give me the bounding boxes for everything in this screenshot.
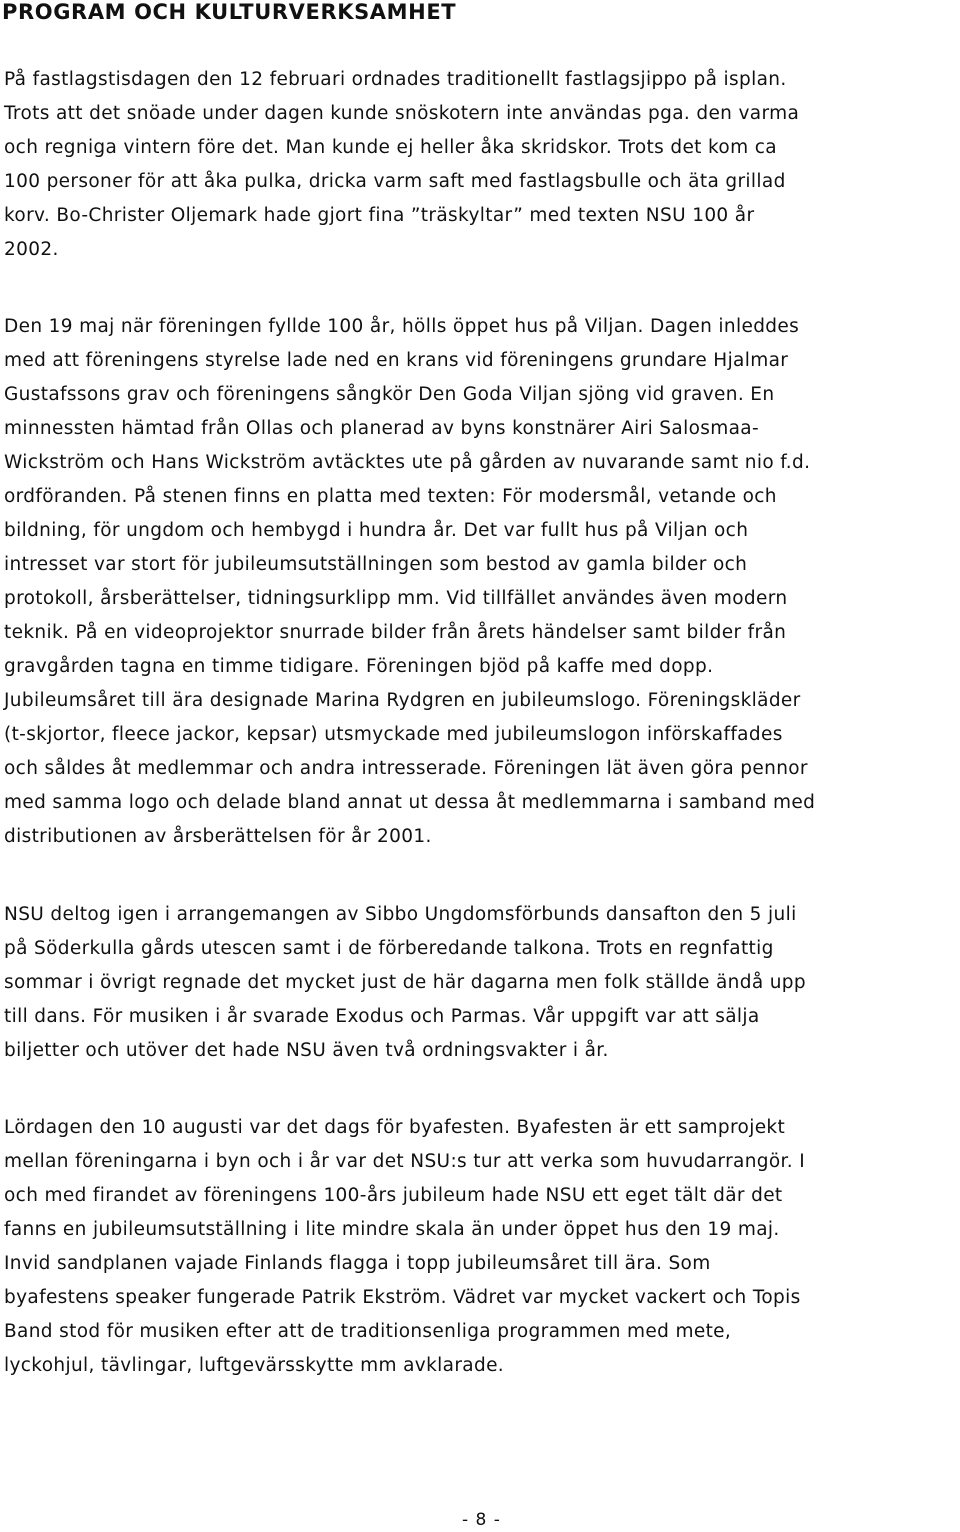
text-line: och med firandet av föreningens 100-års jubileum hade NSU ett eget tält där det (4, 1185, 783, 1206)
text-line: sommar i övrigt regnade det mycket just de här dagarna men folk ställde ändå upp (4, 972, 806, 993)
paragraph-fastlagstisdag (4, 63, 954, 267)
text-line: Lördagen den 10 augusti var det dags för byafesten. Byafesten är ett samprojekt (4, 1117, 786, 1138)
text-line: med att föreningens styrelse lade ned en krans vid föreningens grundare Hjalmar (4, 350, 789, 371)
text-line: Gustafssons grav och föreningens sångkör Den Goda Viljan sjöng vid graven. En (4, 384, 775, 405)
text-line: biljetter och utöver det hade NSU även två ordningsvakter i år. (4, 1040, 609, 1061)
text-line: byafestens speaker fungerade Patrik Ekström. Vädret var mycket vackert och Topis (4, 1287, 801, 1308)
text-line: Band stod för musiken efter att de traditionsenliga programmen med mete, (4, 1321, 732, 1342)
text-line: NSU deltog igen i arrangemangen av Sibbo Ungdomsförbunds dansafton den 5 juli (4, 904, 797, 925)
text-line: protokoll, årsberättelser, tidningsurklipp mm. Vid tillfället användes även modern (4, 588, 788, 609)
page-number: - 8 - (462, 1510, 501, 1530)
text-line: Invid sandplanen vajade Finlands flagga i topp jubileumsåret till ära. Som (4, 1253, 711, 1274)
text-line: minnessten hämtad från Ollas och planerad av byns konstnärer Airi Salosmaa- (4, 418, 759, 439)
text-line: intresset var stort för jubileumsutställningen som bestod av gamla bilder och (4, 554, 748, 575)
text-line: distributionen av årsberättelsen för år 2001. (4, 826, 432, 847)
paragraph-byafest (4, 1111, 954, 1383)
text-line: bildning, för ungdom och hembygd i hundra år. Det var fullt hus på Viljan och (4, 520, 749, 541)
text-line: 2002. (4, 239, 59, 260)
text-line: Wickström och Hans Wickström avtäcktes ute på gården av nuvarande samt nio f.d. (4, 452, 811, 473)
text-line: lyckohjul, tävlingar, luftgevärsskytte mm avklarade. (4, 1355, 505, 1376)
text-line: Jubileumsåret till ära designade Marina Rydgren en jubileumslogo. Föreningskläder (4, 690, 801, 711)
text-line: gravgården tagna en timme tidigare. Föreningen bjöd på kaffe med dopp. (4, 656, 714, 677)
paragraph-dansafton (4, 898, 954, 1068)
text-line: med samma logo och delade bland annat ut dessa åt medlemmarna i samband med (4, 792, 816, 813)
text-line: korv. Bo-Christer Oljemark hade gjort fina ”träskyltar” med texten NSU 100 år (4, 205, 755, 226)
page-heading: PROGRAM OCH KULTURVERKSAMHET (2, 0, 457, 24)
text-line: på Söderkulla gårds utescen samt i de förberedande talkona. Trots en regnfattig (4, 938, 774, 959)
text-line: ordföranden. På stenen finns en platta med texten: För modersmål, vetande och (4, 486, 777, 507)
text-line: till dans. För musiken i år svarade Exodus och Parmas. Vår uppgift var att sälja (4, 1006, 760, 1027)
text-line: och såldes åt medlemmar och andra intresserade. Föreningen lät även göra pennor (4, 758, 808, 779)
text-line: fanns en jubileumsutställning i lite mindre skala än under öppet hus den 19 maj. (4, 1219, 780, 1240)
text-line: Trots att det snöade under dagen kunde snöskotern inte användas pga. den varma (4, 103, 800, 124)
text-line: Den 19 maj när föreningen fyllde 100 år, hölls öppet hus på Viljan. Dagen inleddes (4, 316, 800, 337)
text-line: 100 personer för att åka pulka, dricka varm saft med fastlagsbulle och äta grillad (4, 171, 786, 192)
text-line: (t-skjortor, fleece jackor, kepsar) utsmyckade med jubileumslogon införskaffades (4, 724, 783, 745)
text-line: och regniga vintern före det. Man kunde ej heller åka skridskor. Trots det kom ca (4, 137, 777, 158)
text-line: På fastlagstisdagen den 12 februari ordnades traditionellt fastlagsjippo på isplan. (4, 69, 787, 90)
text-line: mellan föreningarna i byn och i år var det NSU:s tur att verka som huvudarrangör. I (4, 1151, 806, 1172)
text-line: teknik. På en videoprojektor snurrade bilder från årets händelser samt bilder från (4, 622, 787, 643)
paragraph-hundraarsjubileum (4, 310, 954, 854)
